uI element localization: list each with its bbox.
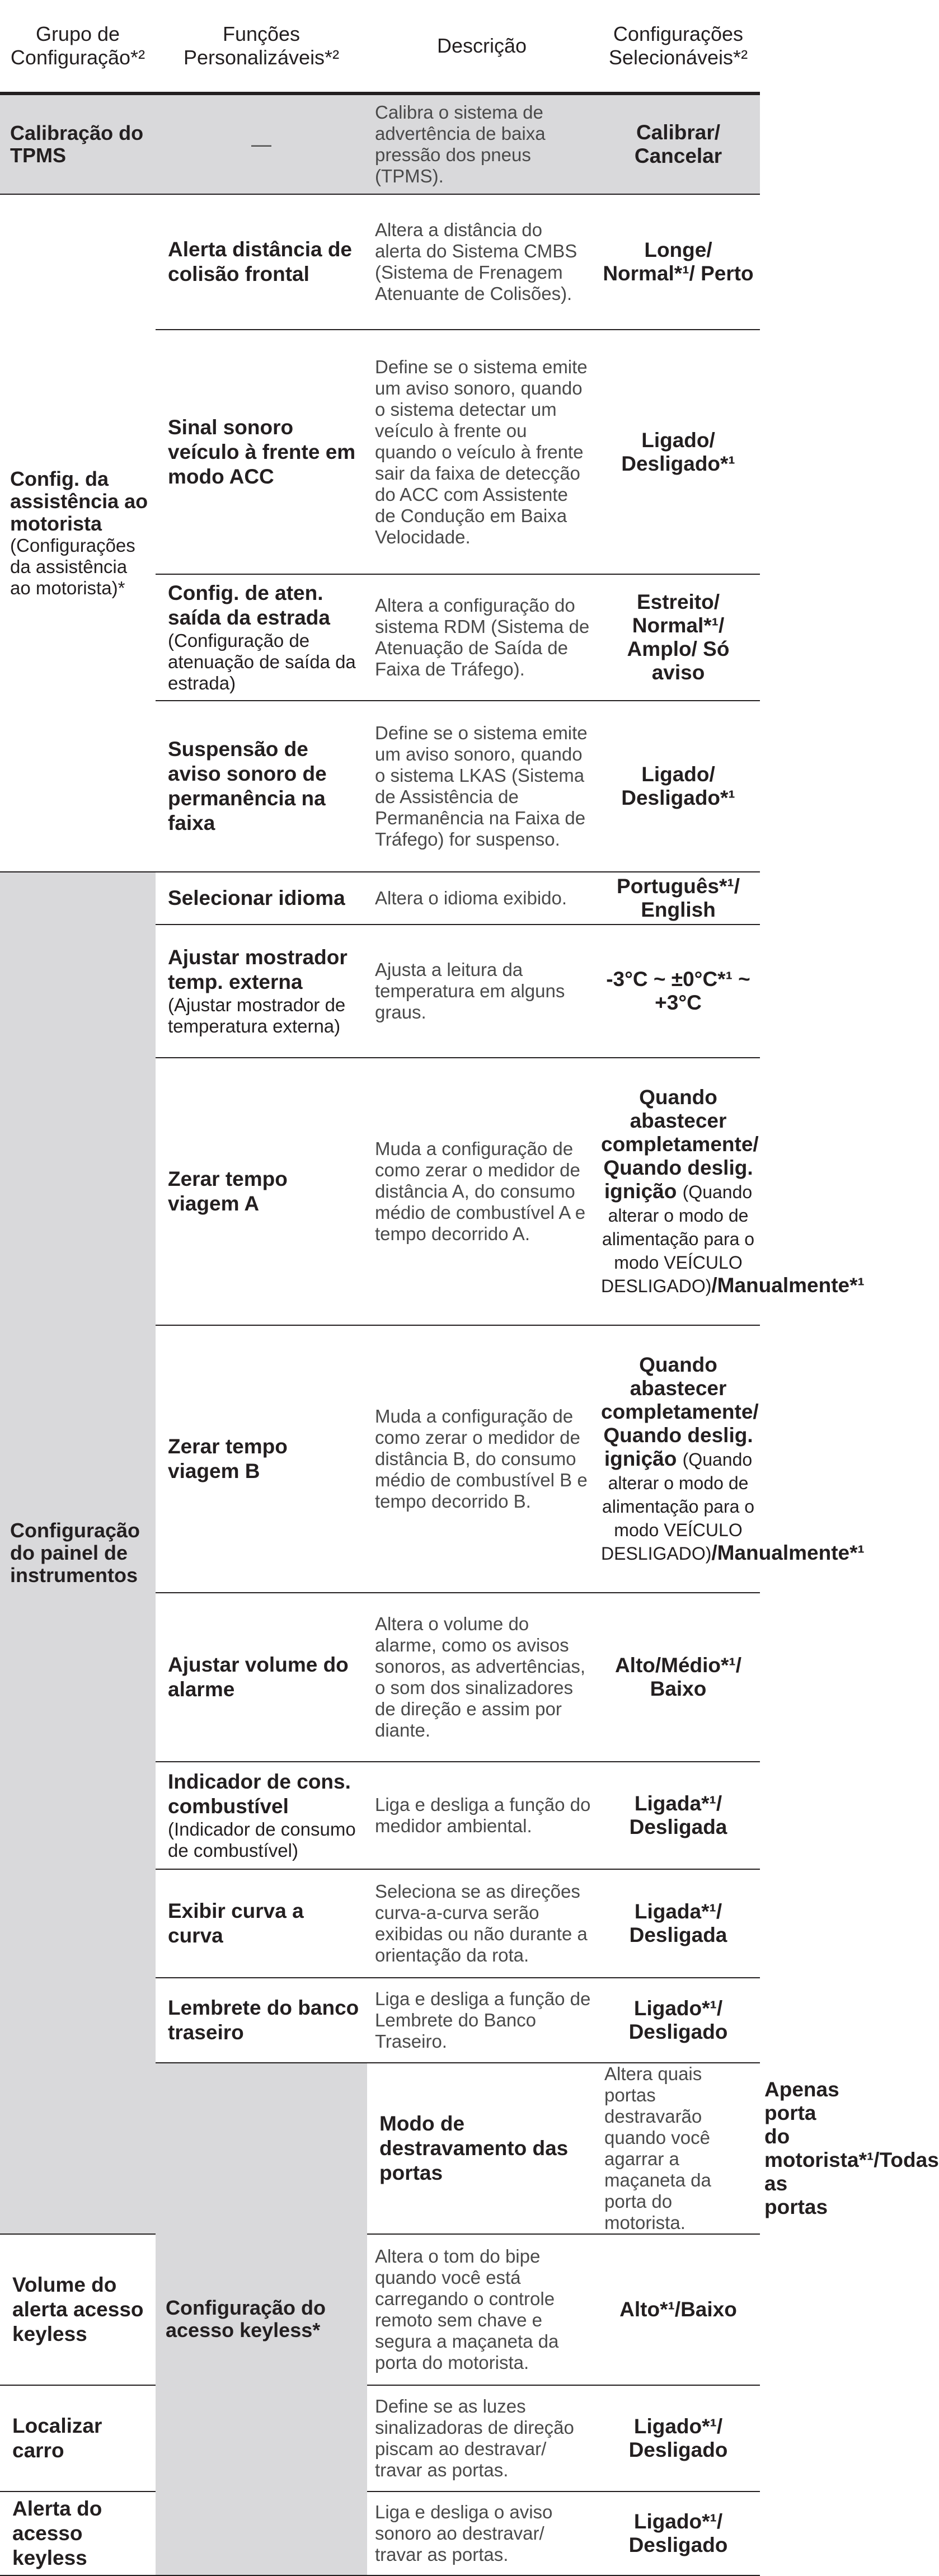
function-outside-temp-note: (Ajustar mostrador de temperatura externa) [168, 994, 346, 1036]
table-row [0, 2234, 760, 2385]
options-trip-a [597, 1058, 865, 1325]
function-outside-temp [156, 925, 367, 1058]
function-trip-b: Zerar tempo viagem B [156, 1325, 367, 1593]
description-keyless-volume: Altera o tom do bipe quando você está carregando o controle remoto sem chave e segura a maçaneta da porta do motorista. [367, 2234, 597, 2385]
function-keyless-alert: Alerta do acesso keyless [0, 2491, 156, 2575]
description-outside-temp: Ajusta a leitura da temperatura em alguns graus. [367, 925, 597, 1058]
function-door-unlock: Modo de destravamento das portas [367, 2063, 597, 2234]
header-settings: Configurações Selecionáveis*² [597, 0, 760, 93]
header-group: Grupo de Configuração*² [0, 0, 156, 93]
group-driver-assist-note: (Configurações da assistência ao motorista)* [10, 534, 135, 598]
header-description: Descrição [367, 0, 597, 93]
description-tpms: Calibra o sistema de advertência de baixa pressão dos pneus (TPMS). [367, 93, 597, 194]
function-language: Selecionar idioma [156, 872, 367, 925]
group-meter: Configuração do painel de instrumentos [0, 872, 156, 2234]
description-forward-collision: Altera a distância do alerta do Sistema CMBS (Sistema de Frenagem Atenuante de Colisões). [367, 194, 597, 330]
options-language: Português*¹/ English [597, 872, 760, 925]
group-tpms: Calibração do TPMS [0, 93, 156, 194]
description-fuel-indicator: Liga e desliga a função do medidor ambiental. [367, 1762, 597, 1869]
description-turn-by-turn: Seleciona se as direções curva-a-curva serão exibidas ou não durante a orientação da rota. [367, 1869, 597, 1978]
function-fuel-indicator-note: (Indicador de consumo de combustível) [168, 1819, 356, 1861]
function-rear-seat: Lembrete do banco traseiro [156, 1978, 367, 2063]
function-outside-temp-title: Ajustar mostrador temp. externa [168, 946, 348, 993]
options-trip-a-main: Quando abastecer completamente/ Quando deslig. ignição [601, 1086, 759, 1203]
options-trip-b-main: Quando abastecer completamente/ Quando deslig. ignição [601, 1353, 759, 1470]
options-rdm: Estreito/ Normal*¹/ Amplo/ Só aviso [597, 574, 760, 701]
function-rdm-title: Config. de aten. saída da estrada [168, 581, 330, 629]
options-alarm-volume: Alto/Médio*¹/ Baixo [597, 1593, 760, 1762]
description-alarm-volume: Altera o volume do alarme, como os avisos sonoros, as advertências, o som dos sinalizadores de direção e assim por diante. [367, 1593, 597, 1762]
options-forward-collision: Longe/ Normal*¹/ Perto [597, 194, 760, 330]
table-row: Configuração do acesso keyless* Modo de destravamento das portas Altera quais portas destravarão quando você agarrar a maçaneta da porta do motorista. Apenas porta do motorista*¹/Todas as portas [0, 2063, 760, 2234]
description-door-unlock: Altera quais portas destravarão quando você agarrar a maçaneta da porta do motorista. [597, 2063, 760, 2234]
description-lkas: Define se o sistema emite um aviso sonoro, quando o sistema LKAS (Sistema de Assistência de Permanência na Faixa de Tráfego) for suspenso. [367, 701, 597, 872]
description-rear-seat: Liga e desliga a função de Lembrete do Banco Traseiro. [367, 1978, 597, 2063]
options-trip-a-manual: /Manualmente*¹ [711, 1274, 865, 1297]
table-row [0, 194, 760, 330]
options-tpms: Calibrar/ Cancelar [597, 93, 760, 194]
table-row [0, 93, 760, 194]
description-locate-car: Define se as luzes sinalizadoras de direção piscam ao destravar/ travar as portas. [367, 2385, 597, 2491]
group-keyless: Configuração do acesso keyless* [156, 2063, 367, 2575]
options-keyless-alert: Ligado*¹/ Desligado [597, 2491, 760, 2575]
options-locate-car: Ligado*¹/ Desligado [597, 2385, 760, 2491]
function-turn-by-turn: Exibir curva a curva [156, 1869, 367, 1978]
options-trip-a-note: (Quando alterar o modo de alimentação para o modo VEÍCULO DESLIGADO) [601, 1182, 755, 1296]
description-keyless-alert: Liga e desliga o aviso sonoro ao destravar/ travar as portas. [367, 2491, 597, 2575]
function-locate-car: Localizar carro [0, 2385, 156, 2491]
description-language: Altera o idioma exibido. [367, 872, 597, 925]
options-trip-b-note: (Quando alterar o modo de alimentação para o modo VEÍCULO DESLIGADO) [601, 1449, 755, 1564]
header-functions: Funções Personalizáveis*² [156, 0, 367, 93]
options-trip-b-manual: /Manualmente*¹ [711, 1541, 865, 1564]
description-trip-b: Muda a configuração de como zerar o medidor de distância B, do consumo médio de combustível B e tempo decorrido B. [367, 1325, 597, 1593]
table-row [0, 2385, 760, 2491]
function-lkas: Suspensão de aviso sonoro de permanência na faixa [156, 701, 367, 872]
options-trip-b [597, 1325, 865, 1593]
group-driver-assist [0, 194, 156, 872]
function-rdm [156, 574, 367, 701]
description-trip-a: Muda a configuração de como zerar o medidor de distância A, do consumo médio de combustível A e tempo decorrido A. [367, 1058, 597, 1325]
function-keyless-volume: Volume do alerta acesso keyless [0, 2234, 156, 2385]
function-rdm-note: (Configuração de atenuação de saída da estrada) [168, 630, 356, 693]
function-trip-a: Zerar tempo viagem A [156, 1058, 367, 1325]
function-fuel-indicator-title: Indicador de cons. combustível [168, 1770, 351, 1818]
table-row [0, 2491, 760, 2575]
options-outside-temp: -3°C ~ ±0°C*¹ ~ +3°C [597, 925, 760, 1058]
options-keyless-volume: Alto*¹/Baixo [597, 2234, 760, 2385]
description-acc-beep: Define se o sistema emite um aviso sonoro, quando o sistema detectar um veículo à frente ou quando o veículo à frente sair da faixa de detecção do ACC com Assistente de Condução em Baixa Velocidade. [367, 330, 597, 574]
function-alarm-volume: Ajustar volume do alarme [156, 1593, 367, 1762]
options-turn-by-turn: Ligada*¹/ Desligada [597, 1869, 760, 1978]
options-lkas: Ligado/ Desligado*¹ [597, 701, 760, 872]
table-header-row [0, 0, 760, 93]
description-rdm: Altera a configuração do sistema RDM (Sistema de Atenuação de Saída de Faixa de Tráfego). [367, 574, 597, 701]
group-driver-assist-title: Config. da assistência ao motorista [10, 467, 148, 535]
function-fuel-indicator [156, 1762, 367, 1869]
table-row [0, 872, 760, 925]
options-acc-beep: Ligado/ Desligado*¹ [597, 330, 760, 574]
function-acc-beep: Sinal sonoro veículo à frente em modo ACC [156, 330, 367, 574]
function-tpms: — [156, 93, 367, 194]
function-forward-collision: Alerta distância de colisão frontal [156, 194, 367, 330]
options-rear-seat: Ligado*¹/ Desligado [597, 1978, 760, 2063]
options-fuel-indicator: Ligada*¹/ Desligada [597, 1762, 760, 1869]
